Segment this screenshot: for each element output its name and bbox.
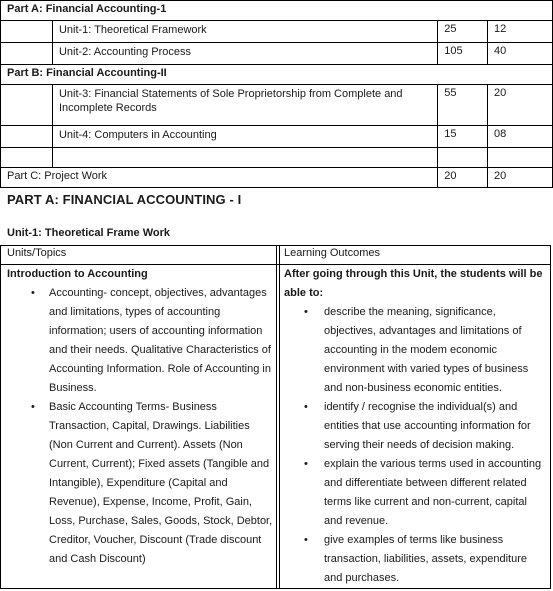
- topics-column: [7, 265, 273, 569]
- bullet-icon: •: [304, 458, 308, 470]
- part-c-periods: 20: [488, 168, 553, 188]
- blank-cell: [488, 148, 553, 168]
- part-b-label: Part B: Financial Accounting-II: [1, 65, 553, 85]
- unit2-marks: 105: [438, 43, 488, 65]
- topics-list: [7, 284, 273, 569]
- bullet-icon: •: [304, 401, 308, 413]
- unit-heading: Unit-1: Theoretical Frame Work: [7, 227, 170, 239]
- unit4-name: Unit-4: Computers in Accounting: [52, 126, 437, 148]
- indent-cell: [1, 148, 53, 168]
- unit2-periods: 40: [488, 43, 553, 65]
- topic-text: Basic Accounting Terms- Business Transaction, Capital, Drawings. Liabilities (Non Current and Current). Assets (Non Current, Current); Fixed assets (Tangible and Intangible), Expenditure (Capital and Revenue), Expense, Income, Profit, Gain, Loss, Purchase, Sales, Goods, Stock, Debtor, Creditor, Voucher, Discount (Trade discount and Cash Discount): [49, 401, 273, 565]
- list-item: [7, 398, 273, 569]
- outcomes-table: [0, 245, 551, 589]
- blank-cell: [52, 148, 437, 168]
- unit3-marks: 55: [438, 85, 488, 126]
- unit3-periods: 20: [488, 85, 553, 126]
- outcome-text: give examples of terms like business transaction, liabilities, assets, expenditure and purchases.: [324, 534, 527, 584]
- part-a-label: Part A: Financial Accounting-1: [1, 1, 553, 21]
- blank-row: [1, 148, 553, 168]
- outcome-text: explain the various terms used in accounting and differentiate between different related terms like current and non-current, capital and revenue.: [324, 458, 542, 527]
- list-item: [284, 303, 546, 398]
- column-divider: [276, 246, 277, 588]
- unit4-periods: 08: [488, 126, 553, 148]
- part-a-row: [1, 1, 553, 21]
- unit3-name: Unit-3: Financial Statements of Sole Proprietorship from Complete and Incomplete Records: [52, 85, 437, 126]
- column-divider: [279, 246, 280, 588]
- list-item: [284, 398, 546, 455]
- indent-cell: [1, 21, 53, 43]
- part-c-label: Part C: Project Work: [1, 168, 438, 188]
- unit2-name: Unit-2: Accounting Process: [52, 43, 437, 65]
- outcome-text: describe the meaning, significance, objectives, advantages and limitations of accounting in the modem economic environment with varied types of business and non-business economic entities.: [324, 306, 529, 394]
- marks-table: [0, 0, 553, 188]
- bullet-icon: •: [304, 534, 308, 546]
- indent-cell: [1, 43, 53, 65]
- outcome-text: identify / recognise the individual(s) and entities that use accounting information for serving their needs of decision making.: [324, 401, 531, 451]
- part-c-row: [1, 168, 553, 188]
- bullet-icon: •: [304, 306, 308, 318]
- units-topics-header: Units/Topics: [7, 247, 67, 259]
- outcomes-list: [284, 303, 546, 588]
- topic-text: Accounting- concept, objectives, advantages and limitations, types of accounting information; users of accounting information and their needs. Qualitative Characteristics of Accounting Information. Role of Accounting in Business.: [49, 287, 271, 394]
- outcomes-intro: After going through this Unit, the students will be able to:: [284, 268, 543, 299]
- bullet-icon: •: [31, 401, 35, 413]
- indent-cell: [1, 126, 53, 148]
- unit2-row: [1, 43, 553, 65]
- part-c-marks: 20: [438, 168, 488, 188]
- unit1-name: Unit-1: Theoretical Framework: [52, 21, 437, 43]
- unit1-periods: 12: [488, 21, 553, 43]
- blank-cell: [438, 148, 488, 168]
- list-item: [284, 531, 546, 588]
- learning-outcomes-header: Learning Outcomes: [284, 247, 380, 259]
- list-item: [7, 284, 273, 398]
- list-item: [284, 455, 546, 531]
- unit4-row: [1, 126, 553, 148]
- indent-cell: [1, 85, 53, 126]
- unit3-row: [1, 85, 553, 126]
- topics-title: Introduction to Accounting: [7, 268, 148, 280]
- outcomes-column: [284, 265, 546, 588]
- part-b-row: [1, 65, 553, 85]
- unit1-marks: 25: [438, 21, 488, 43]
- section-heading: PART A: FINANCIAL ACCOUNTING - I: [7, 192, 242, 207]
- bullet-icon: •: [31, 287, 35, 299]
- unit4-marks: 15: [438, 126, 488, 148]
- unit1-row: [1, 21, 553, 43]
